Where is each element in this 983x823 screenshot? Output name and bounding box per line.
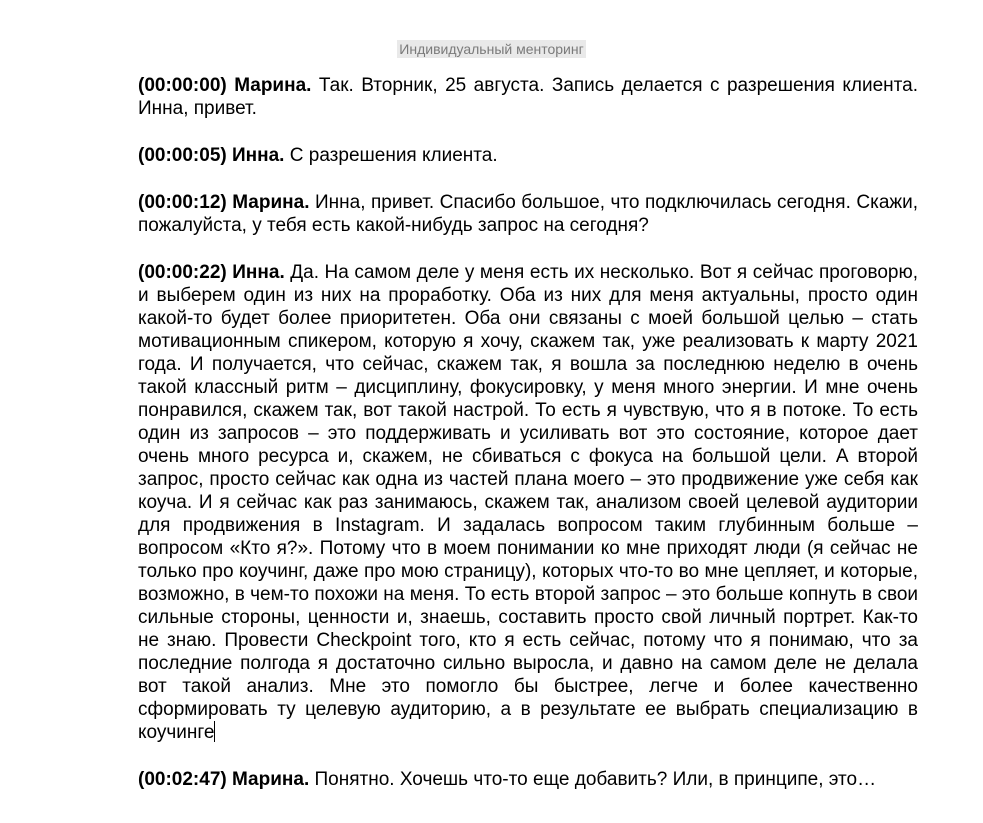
utterance-text: Инна, привет. Спасибо большое, что подключилась сегодня. Скажи, пожалуйста, у тебя есть какой-нибудь запрос на сегодня? [138, 192, 918, 236]
page-header [0, 38, 983, 60]
timestamp: (00:02:47) [138, 769, 227, 790]
transcript-paragraph [138, 144, 918, 167]
transcript-paragraph [138, 261, 918, 744]
speaker-name: Марина. [232, 192, 310, 213]
utterance-text: Так. Вторник, 25 августа. Запись делается с разрешения клиента. Инна, привет. [138, 75, 919, 119]
transcript-body[interactable] [138, 74, 918, 791]
speaker-name: Инна. [232, 145, 285, 166]
speaker-name: Инна. [232, 262, 285, 283]
header-title: Индивидуальный менторинг [399, 41, 584, 57]
timestamp: (00:00:12) [138, 192, 227, 213]
speaker-name: Марина. [234, 75, 312, 96]
utterance-text: Понятно. Хочешь что-то еще добавить? Или, в принципе, это… [314, 769, 877, 790]
transcript-paragraph [138, 74, 918, 120]
utterance-text: С разрешения клиента. [289, 145, 498, 166]
transcript-paragraph [138, 191, 918, 237]
speaker-name: Марина. [232, 769, 310, 790]
timestamp: (00:00:00) [138, 75, 227, 96]
transcript-paragraph [138, 768, 918, 791]
timestamp: (00:00:22) [138, 262, 227, 283]
utterance-text: Да. На самом деле у меня есть их несколько. Вот я сейчас проговорю, и выберем один из них на проработку. Оба из них для меня актуальны, просто один какой-то будет более приоритетен. Оба они связаны с моей большой целью – стать мотивационным спикером, которую я хочу, скажем так, уже реализовать к марту 2021 года. И получается, что сейчас, скажем так, я вошла за последнюю неделю в очень такой классный ритм – дисциплину, фокусировку, у меня много энергии. И мне очень понравился, скажем так, вот такой настрой. То есть я чувствую, что я в потоке. То есть один из запросов – это поддерживать и усиливать вот это состояние, которое дает очень много ресурса и, скажем, не сбиваться с фокуса на большой цели. А второй запрос, просто сейчас как одна из частей плана моего – это продвижение уже себя как коуча. И я сейчас как раз занимаюсь, скажем так, анализом своей целевой аудитории для продвижения в Instagram. И задалась вопросом таким глубинным больше – вопросом «Кто я?». Потому что в моем понимании ко мне приходят люди (я сейчас не только про коучинг, даже про мою страницу), которых что-то во мне цепляет, и которые, возможно, в чем-то похожи на меня. То есть второй запрос – это больше копнуть в свои сильные стороны, ценности и, знаешь, составить просто свой личный портрет. Как-то не знаю. Провести Checkpoint того, кто я есть сейчас, потому что я понимаю, что за последние полгода я достаточно сильно выросла, и давно на самом деле не делала вот такой анализ. Мне это помогло бы быстрее, легче и более качественно сформировать ту целевую аудиторию, а в результате ее выбрать специализацию в коучинге [138, 262, 918, 743]
text-cursor [214, 721, 215, 742]
timestamp: (00:00:05) [138, 145, 227, 166]
